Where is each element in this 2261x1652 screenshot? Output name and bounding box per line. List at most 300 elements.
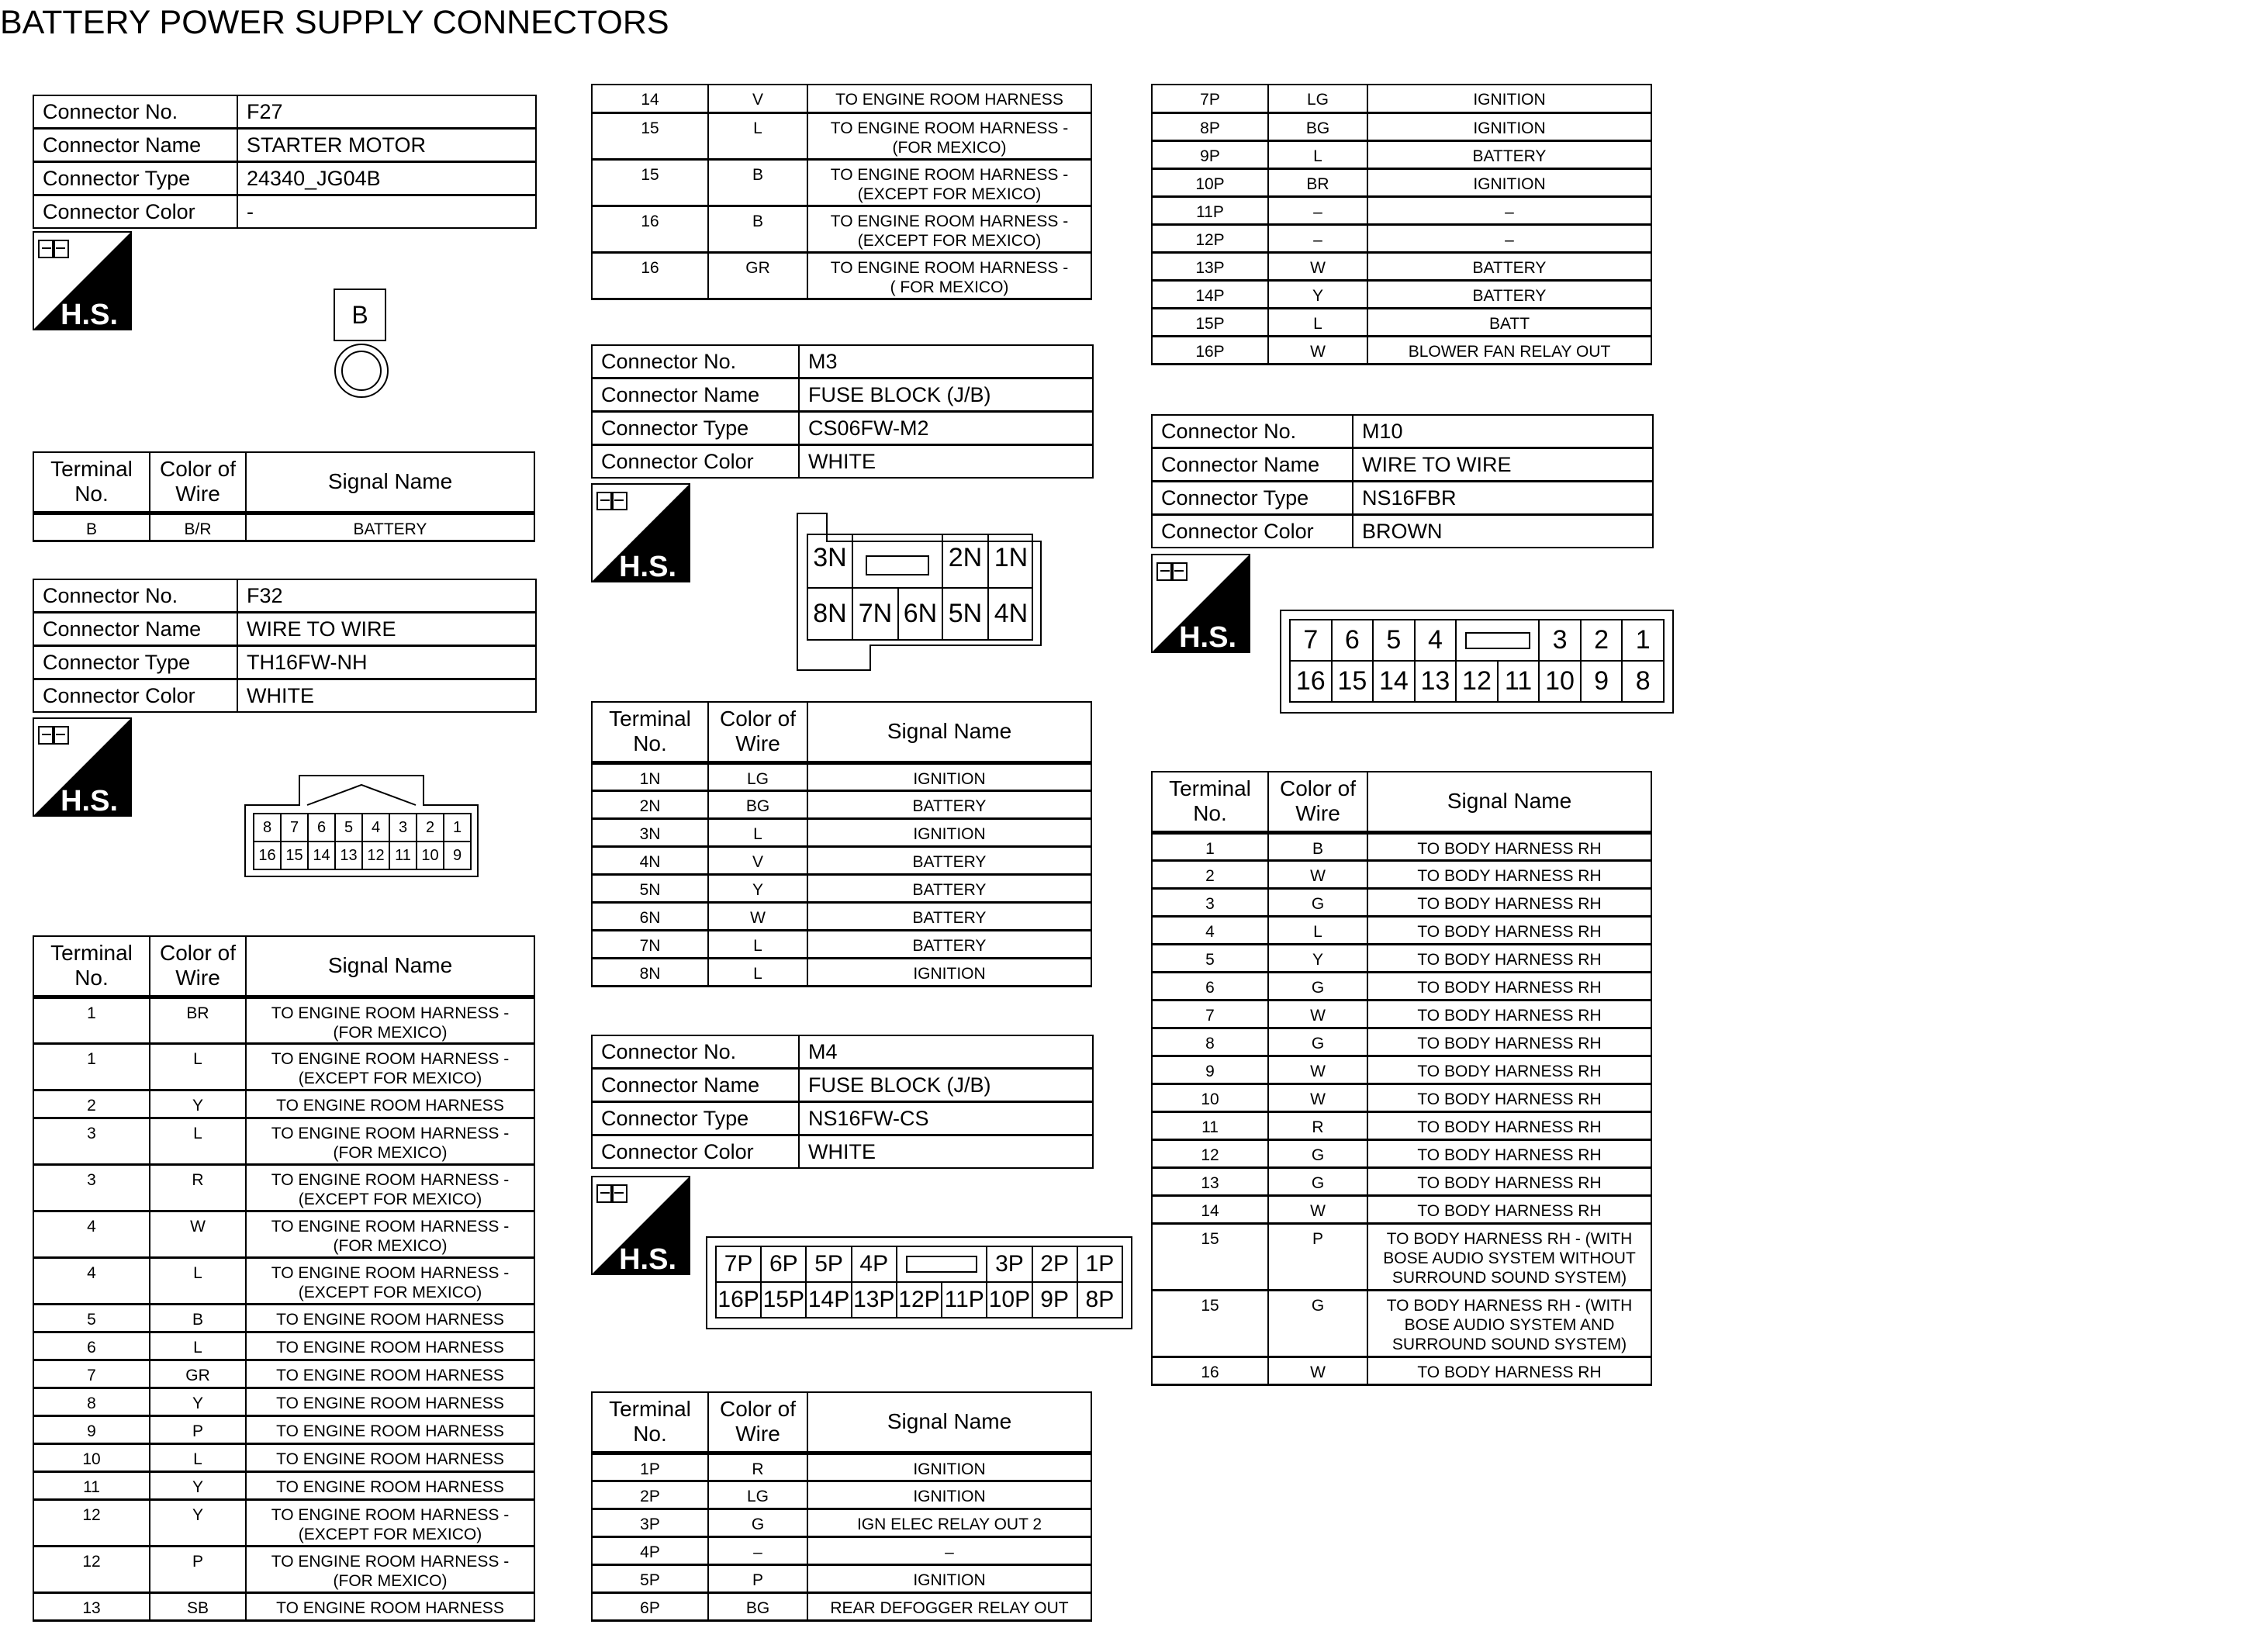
connector-latch-icon: [866, 555, 929, 575]
table-row: [1152, 1083, 1651, 1111]
pin-cell: 6P: [761, 1246, 806, 1282]
pin-cell: 7P: [716, 1246, 761, 1282]
table-row: [1152, 1223, 1651, 1290]
wire-color-cell: R: [1268, 1111, 1367, 1139]
value-connector-no: F32: [237, 579, 536, 613]
wire-color-cell: W: [1268, 860, 1367, 888]
pin-4n: 4N: [994, 599, 1029, 628]
table-row: [33, 1415, 534, 1443]
terminal-no-cell: 3: [1152, 888, 1268, 916]
table-row: [33, 1471, 534, 1499]
pin-cell: 10: [417, 842, 444, 869]
signal-name-cell: TO ENGINE ROOM HARNESS: [246, 1443, 534, 1471]
table-row: [592, 874, 1091, 902]
pin-1n: 1N: [994, 543, 1029, 572]
connector-latch: [1456, 620, 1539, 661]
wire-color-cell: LG: [1268, 85, 1367, 112]
wire-color-cell: GR: [708, 252, 807, 299]
page-title: BATTERY POWER SUPPLY CONNECTORS: [0, 4, 669, 41]
terminal-no-cell: 3N: [592, 818, 708, 846]
value-connector-color: WHITE: [237, 679, 536, 713]
signal-name-cell: IGNITION: [807, 1453, 1091, 1481]
pin-cell: 14: [1373, 661, 1415, 702]
table-row: [592, 846, 1091, 874]
header-color-of-wire: Color of Wire: [1268, 772, 1367, 832]
label-connector-no: Connector No.: [592, 345, 799, 378]
signal-name-cell: TO BODY HARNESS RH: [1367, 888, 1651, 916]
terminal-no-cell: 4P: [592, 1536, 708, 1564]
header-signal-name: Signal Name: [246, 452, 534, 513]
signal-name-cell: TO ENGINE ROOM HARNESS: [246, 1304, 534, 1332]
table-row: [1152, 1290, 1651, 1357]
table-row: [33, 1118, 534, 1164]
table-row: [1152, 308, 1651, 336]
header-terminal-no: Terminal No.: [33, 936, 150, 997]
signal-name-cell: BATTERY: [246, 513, 534, 541]
hs-label: H.S.: [619, 1243, 676, 1275]
value-connector-color: BROWN: [1353, 515, 1653, 548]
pin-cell: 13: [335, 842, 362, 869]
header-terminal-no: Terminal No.: [1152, 772, 1268, 832]
table-row: [1152, 112, 1651, 140]
table-row: [592, 1592, 1091, 1620]
table-row: [1152, 252, 1651, 280]
pin-cell: 8: [254, 814, 281, 842]
signal-name-cell: TO ENGINE ROOM HARNESS - (EXCEPT FOR MEXICO): [807, 206, 1091, 252]
signal-name-cell: BATTERY: [807, 874, 1091, 902]
signal-name-cell: TO BODY HARNESS RH: [1367, 1028, 1651, 1056]
label-connector-type: Connector Type: [1152, 482, 1353, 515]
terminal-no-cell: 12: [1152, 1139, 1268, 1167]
value-connector-no: M3: [799, 345, 1093, 378]
connector-info-m4: [591, 1035, 1094, 1169]
signal-name-cell: TO BODY HARNESS RH: [1367, 1083, 1651, 1111]
pin-cell: 6: [1332, 620, 1374, 661]
wire-color-cell: G: [1268, 1167, 1367, 1195]
value-connector-no: F27: [237, 95, 536, 129]
label-connector-name: Connector Name: [1152, 448, 1353, 482]
terminal-no-cell: 13P: [1152, 252, 1268, 280]
pin-cell: 2P: [1032, 1246, 1077, 1282]
wire-color-cell: R: [708, 1453, 807, 1481]
pin-cell: 15P: [761, 1282, 806, 1318]
connector-info-f27: [33, 95, 537, 229]
signal-name-cell: TO ENGINE ROOM HARNESS - (EXCEPT FOR MEXICO): [246, 1043, 534, 1090]
table-row: [592, 85, 1091, 112]
table-row: [592, 790, 1091, 818]
header-signal-name: Signal Name: [807, 702, 1091, 762]
pin-cell: 13: [1415, 661, 1457, 702]
table-row: [1152, 1000, 1651, 1028]
table-row: [1152, 944, 1651, 972]
wire-color-cell: LG: [708, 1481, 807, 1509]
table-row: [1152, 224, 1651, 252]
terminal-no-cell: 10: [1152, 1083, 1268, 1111]
table-row: [1152, 916, 1651, 944]
terminal-table-m3: [591, 701, 1092, 987]
terminal-no-cell: 8P: [1152, 112, 1268, 140]
signal-name-cell: TO ENGINE ROOM HARNESS - (FOR MEXICO): [807, 112, 1091, 159]
wire-color-cell: L: [150, 1332, 246, 1360]
wire-color-cell: BG: [708, 1592, 807, 1620]
connector-face-f32: [253, 813, 472, 870]
signal-name-cell: TO ENGINE ROOM HARNESS: [246, 1471, 534, 1499]
table-row: [1152, 1195, 1651, 1223]
wire-color-cell: Y: [150, 1499, 246, 1546]
wire-color-cell: P: [708, 1564, 807, 1592]
pin-7n: 7N: [858, 599, 893, 628]
connector-latch-icon: [906, 1256, 977, 1273]
label-connector-color: Connector Color: [592, 1135, 799, 1169]
pin-cell: 9: [444, 842, 471, 869]
signal-name-cell: IGNITION: [1367, 112, 1651, 140]
pin-8n: 8N: [813, 599, 847, 628]
terminal-no-cell: 1: [1152, 832, 1268, 860]
signal-name-cell: IGNITION: [1367, 85, 1651, 112]
terminal-no-cell: 1N: [592, 762, 708, 790]
pin-cell: 10P: [987, 1282, 1032, 1318]
label-connector-name: Connector Name: [592, 1069, 799, 1102]
signal-name-cell: TO ENGINE ROOM HARNESS - (EXCEPT FOR MEXICO): [807, 159, 1091, 206]
pin-cell: 5P: [806, 1246, 851, 1282]
terminal-no-cell: 9P: [1152, 140, 1268, 168]
signal-name-cell: –: [1367, 224, 1651, 252]
wire-color-cell: P: [1268, 1223, 1367, 1290]
wire-color-cell: W: [1268, 1083, 1367, 1111]
signal-name-cell: BATTERY: [1367, 252, 1651, 280]
signal-name-cell: TO ENGINE ROOM HARNESS - (FOR MEXICO): [246, 997, 534, 1043]
signal-name-cell: TO ENGINE ROOM HARNESS - (EXCEPT FOR MEXICO): [246, 1257, 534, 1304]
pin-cell: 8P: [1077, 1282, 1122, 1318]
signal-name-cell: TO BODY HARNESS RH: [1367, 1056, 1651, 1083]
terminal-no-cell: 15: [592, 159, 708, 206]
value-connector-no: M10: [1353, 415, 1653, 448]
terminal-no-cell: 16: [592, 206, 708, 252]
pin-cell: 12P: [897, 1282, 942, 1318]
table-row: [592, 1453, 1091, 1481]
table-row: [592, 1509, 1091, 1536]
wire-color-cell: W: [1268, 1357, 1367, 1384]
table-row: [33, 1546, 534, 1592]
header-color-of-wire: Color of Wire: [150, 936, 246, 997]
signal-name-cell: BATTERY: [807, 902, 1091, 930]
wire-color-cell: L: [1268, 308, 1367, 336]
wire-color-cell: BG: [1268, 112, 1367, 140]
terminal-no-cell: 4: [33, 1211, 150, 1257]
pin-cell: 2: [1581, 620, 1623, 661]
signal-name-cell: BATTERY: [1367, 280, 1651, 308]
wire-color-cell: G: [1268, 1290, 1367, 1357]
wire-color-cell: LG: [708, 762, 807, 790]
table-row: [1152, 832, 1651, 860]
value-connector-name: WIRE TO WIRE: [1353, 448, 1653, 482]
signal-name-cell: IGNITION: [1367, 168, 1651, 196]
signal-name-cell: BATTERY: [1367, 140, 1651, 168]
pin-cell: 16: [1290, 661, 1332, 702]
terminal-table-f27: [33, 451, 535, 542]
pin-cell: 6: [308, 814, 335, 842]
pin-5n: 5N: [948, 599, 983, 628]
terminal-no-cell: 13: [33, 1592, 150, 1620]
wire-color-cell: R: [150, 1164, 246, 1211]
wire-color-cell: G: [1268, 1028, 1367, 1056]
signal-name-cell: IGNITION: [807, 762, 1091, 790]
value-connector-name: WIRE TO WIRE: [237, 613, 536, 646]
hs-label: H.S.: [619, 551, 676, 582]
header-signal-name: Signal Name: [246, 936, 534, 997]
table-row: [33, 1443, 534, 1471]
table-row: [1152, 140, 1651, 168]
pin-cell: 9: [1581, 661, 1623, 702]
table-row: [1152, 1028, 1651, 1056]
pin-cell: 1: [1622, 620, 1664, 661]
signal-name-cell: TO BODY HARNESS RH: [1367, 972, 1651, 1000]
signal-name-cell: TO BODY HARNESS RH - (WITH BOSE AUDIO SYSTEM WITHOUT SURROUND SOUND SYSTEM): [1367, 1223, 1651, 1290]
hs-badge-icon: [591, 1176, 690, 1275]
table-row: [1152, 196, 1651, 224]
label-connector-name: Connector Name: [592, 378, 799, 412]
table-row: [592, 902, 1091, 930]
terminal-no-cell: 14: [592, 85, 708, 112]
pin-cell: 1: [444, 814, 471, 842]
table-row: [33, 1360, 534, 1388]
wire-color-cell: L: [150, 1443, 246, 1471]
wire-color-cell: –: [708, 1536, 807, 1564]
header-color-of-wire: Color of Wire: [708, 702, 807, 762]
wire-color-cell: W: [708, 902, 807, 930]
wire-color-cell: V: [708, 846, 807, 874]
signal-name-cell: TO BODY HARNESS RH: [1367, 1139, 1651, 1167]
signal-name-cell: BLOWER FAN RELAY OUT: [1367, 336, 1651, 364]
table-row: [33, 997, 534, 1043]
wire-color-cell: Y: [1268, 280, 1367, 308]
terminal-no-cell: 6: [33, 1332, 150, 1360]
terminal-no-cell: 4N: [592, 846, 708, 874]
hs-badge-icon: [33, 231, 132, 330]
terminal-no-cell: 7: [1152, 1000, 1268, 1028]
wire-color-cell: L: [150, 1257, 246, 1304]
terminal-table-m4-continued: [1151, 84, 1652, 365]
terminal-no-cell: 12: [33, 1546, 150, 1592]
value-connector-color: -: [237, 195, 536, 229]
wire-color-cell: GR: [150, 1360, 246, 1388]
label-connector-type: Connector Type: [592, 1102, 799, 1135]
signal-name-cell: TO ENGINE ROOM HARNESS: [246, 1388, 534, 1415]
table-row: [1152, 1056, 1651, 1083]
terminal-b-label: B: [334, 289, 386, 341]
table-row: [592, 1536, 1091, 1564]
wire-color-cell: W: [150, 1211, 246, 1257]
terminal-no-cell: 4: [33, 1257, 150, 1304]
signal-name-cell: IGNITION: [807, 1481, 1091, 1509]
wire-color-cell: W: [1268, 1195, 1367, 1223]
label-connector-no: Connector No.: [592, 1035, 799, 1069]
table-row: [1152, 168, 1651, 196]
terminal-no-cell: 4: [1152, 916, 1268, 944]
pin-cell: 4: [362, 814, 389, 842]
pin-cell: 2: [417, 814, 444, 842]
wire-color-cell: –: [1268, 224, 1367, 252]
connector-face-m3: [807, 534, 1033, 641]
hs-badge-icon: [1151, 554, 1250, 653]
terminal-no-cell: 7: [33, 1360, 150, 1388]
label-connector-color: Connector Color: [33, 679, 237, 713]
wire-color-cell: L: [150, 1043, 246, 1090]
table-row: [592, 1564, 1091, 1592]
terminal-no-cell: 12: [33, 1499, 150, 1546]
signal-name-cell: IGNITION: [807, 1564, 1091, 1592]
pin-cell: 11P: [942, 1282, 987, 1318]
signal-name-cell: TO ENGINE ROOM HARNESS: [246, 1090, 534, 1118]
wire-color-cell: B/R: [150, 513, 246, 541]
label-connector-name: Connector Name: [33, 613, 237, 646]
table-row: [592, 818, 1091, 846]
signal-name-cell: TO ENGINE ROOM HARNESS: [807, 85, 1091, 112]
label-connector-type: Connector Type: [33, 162, 237, 195]
terminal-no-cell: 3: [33, 1118, 150, 1164]
table-row: [33, 1090, 534, 1118]
terminal-no-cell: 6: [1152, 972, 1268, 1000]
pin-cell: 11: [389, 842, 417, 869]
pin-cell: 5: [1373, 620, 1415, 661]
connector-info-f32: [33, 579, 537, 713]
pin-cell: 15: [281, 842, 308, 869]
pin-cell: 5: [335, 814, 362, 842]
label-connector-type: Connector Type: [592, 412, 799, 445]
terminal-no-cell: 5N: [592, 874, 708, 902]
terminal-no-cell: 8N: [592, 958, 708, 986]
header-terminal-no: Terminal No.: [33, 452, 150, 513]
wire-color-cell: W: [1268, 1056, 1367, 1083]
terminal-no-cell: 14: [1152, 1195, 1268, 1223]
table-row: [33, 513, 534, 541]
terminal-no-cell: 15: [1152, 1290, 1268, 1357]
label-connector-color: Connector Color: [1152, 515, 1353, 548]
table-row: [1152, 972, 1651, 1000]
signal-name-cell: BATTERY: [807, 790, 1091, 818]
signal-name-cell: –: [1367, 196, 1651, 224]
label-connector-name: Connector Name: [33, 129, 237, 162]
signal-name-cell: IGNITION: [807, 958, 1091, 986]
wire-color-cell: G: [1268, 1139, 1367, 1167]
terminal-no-cell: 7P: [1152, 85, 1268, 112]
terminal-no-cell: 5: [1152, 944, 1268, 972]
wire-color-cell: SB: [150, 1592, 246, 1620]
label-connector-no: Connector No.: [1152, 415, 1353, 448]
table-row: [33, 1592, 534, 1620]
table-row: [592, 159, 1091, 206]
pin-cell: 9P: [1032, 1282, 1077, 1318]
terminal-no-cell: 3: [33, 1164, 150, 1211]
table-row: [33, 1043, 534, 1090]
wire-color-cell: W: [1268, 252, 1367, 280]
terminal-no-cell: 11P: [1152, 196, 1268, 224]
signal-name-cell: TO ENGINE ROOM HARNESS: [246, 1415, 534, 1443]
wire-color-cell: B: [708, 159, 807, 206]
value-connector-color: WHITE: [799, 1135, 1093, 1169]
terminal-no-cell: 13: [1152, 1167, 1268, 1195]
signal-name-cell: TO ENGINE ROOM HARNESS - (FOR MEXICO): [246, 1211, 534, 1257]
hs-label: H.S.: [61, 785, 118, 817]
pin-cell: 7: [1290, 620, 1332, 661]
signal-name-cell: BATTERY: [807, 846, 1091, 874]
pin-cell: 16: [254, 842, 281, 869]
header-color-of-wire: Color of Wire: [708, 1392, 807, 1453]
wire-color-cell: P: [150, 1546, 246, 1592]
header-signal-name: Signal Name: [807, 1392, 1091, 1453]
terminal-no-cell: 11: [33, 1471, 150, 1499]
terminal-no-cell: 14P: [1152, 280, 1268, 308]
wire-color-cell: G: [708, 1509, 807, 1536]
terminal-no-cell: 10P: [1152, 168, 1268, 196]
table-row: [592, 112, 1091, 159]
label-connector-no: Connector No.: [33, 95, 237, 129]
signal-name-cell: BATTERY: [807, 930, 1091, 958]
value-connector-type: TH16FW-NH: [237, 646, 536, 679]
signal-name-cell: TO ENGINE ROOM HARNESS: [246, 1360, 534, 1388]
wire-color-cell: B: [150, 1304, 246, 1332]
terminal-no-cell: 2: [1152, 860, 1268, 888]
terminal-no-cell: 15: [1152, 1223, 1268, 1290]
value-connector-name: STARTER MOTOR: [237, 129, 536, 162]
label-connector-type: Connector Type: [33, 646, 237, 679]
table-row: [33, 1388, 534, 1415]
header-terminal-no: Terminal No.: [592, 702, 708, 762]
wire-color-cell: V: [708, 85, 807, 112]
signal-name-cell: TO BODY HARNESS RH: [1367, 1111, 1651, 1139]
terminal-no-cell: 1: [33, 1043, 150, 1090]
table-row: [1152, 1111, 1651, 1139]
terminal-no-cell: 5P: [592, 1564, 708, 1592]
terminal-no-cell: 10: [33, 1443, 150, 1471]
pin-cell: 10: [1539, 661, 1581, 702]
pin-cell: 14: [308, 842, 335, 869]
connector-info-m10: [1151, 414, 1654, 548]
wire-color-cell: BR: [1268, 168, 1367, 196]
signal-name-cell: TO ENGINE ROOM HARNESS - (FOR MEXICO): [246, 1546, 534, 1592]
label-connector-no: Connector No.: [33, 579, 237, 613]
table-row: [1152, 888, 1651, 916]
pin-cell: 3P: [987, 1246, 1032, 1282]
terminal-no-cell: 15: [592, 112, 708, 159]
table-row: [592, 762, 1091, 790]
pin-cell: 4P: [852, 1246, 897, 1282]
terminal-no-cell: 1P: [592, 1453, 708, 1481]
terminal-no-cell: 16: [592, 252, 708, 299]
hs-badge-icon: [591, 483, 690, 582]
terminal-no-cell: 11: [1152, 1111, 1268, 1139]
hs-badge-icon: [33, 717, 132, 817]
terminal-table-m4: [591, 1391, 1092, 1622]
value-connector-no: M4: [799, 1035, 1093, 1069]
wire-color-cell: G: [1268, 888, 1367, 916]
pin-6n: 6N: [903, 599, 938, 628]
connector-face-m4: [715, 1246, 1123, 1318]
terminal-table-m10: [1151, 771, 1652, 1386]
wire-color-cell: L: [1268, 916, 1367, 944]
terminal-no-cell: 12P: [1152, 224, 1268, 252]
signal-name-cell: TO BODY HARNESS RH: [1367, 944, 1651, 972]
signal-name-cell: TO ENGINE ROOM HARNESS - (EXCEPT FOR MEXICO): [246, 1499, 534, 1546]
terminal-table-f32: [33, 935, 535, 1622]
hs-label: H.S.: [1179, 621, 1236, 653]
terminal-no-cell: 5: [33, 1304, 150, 1332]
signal-name-cell: REAR DEFOGGER RELAY OUT: [807, 1592, 1091, 1620]
table-row: [33, 1211, 534, 1257]
wire-color-cell: L: [708, 930, 807, 958]
terminal-no-cell: 15P: [1152, 308, 1268, 336]
signal-name-cell: –: [807, 1536, 1091, 1564]
